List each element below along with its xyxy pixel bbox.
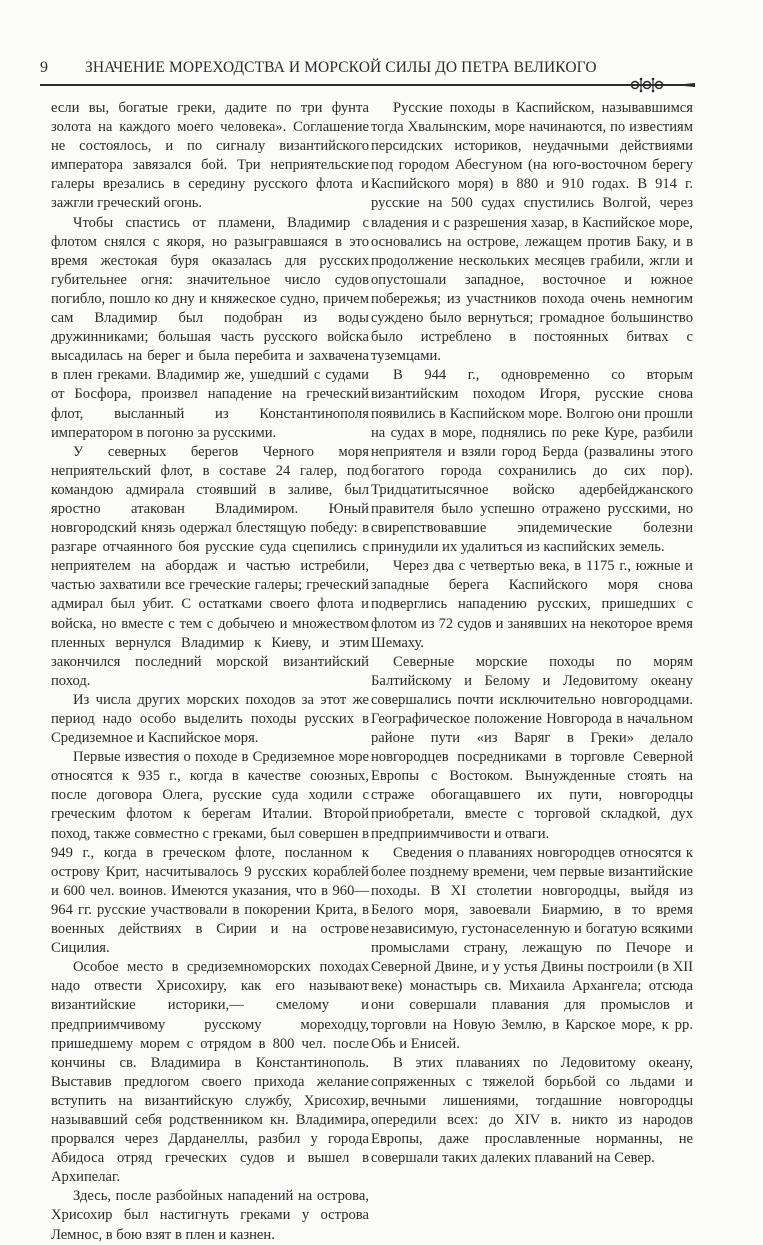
paragraph: Русские походы в Каспийском, называвшимся тогда Хвалынским, море начинаются, по известиям персидских историков, неудачными действиями под городом Абесгуном (на юго-восточном берегу Каспийского моря) в 880 и 910 годах. В 914 г. русские на 500 судах спустились Волгой, через владения и с разрешения хазар, в Каспийское море, основались на острове, лежащем против Баку, и в продолжение нескольких месяцев грабили, жгли и опустошали западное, восточное и южное побережья; из участников похода очень немногим суждено было вернуться; громадное большинство было истреблено в постоянных битвах с туземцами. — [371, 100, 693, 365]
paragraph: Через два с четвертью века, в 1175 г., южные и западные берега Каспийского моря снова подверглись нападению русских, пришедших с флотом из 72 судов и занявших на некоторое время Шемаху. — [371, 558, 693, 651]
paragraph: Из числа других морских походов за этот же период надо особо выделить походы русских в Средиземное и Каспийское моря. — [51, 691, 369, 747]
left-column — [51, 99, 369, 1245]
paragraph: В этих плаваниях по Ледовитому океану, сопряженных с тяжелой борьбой со льдами и вечными лишениями, тогдашние новгородцы опередили всех: до XIV в. никто из народов Европы, даже прославленные норманны, не совершали таких далеких плаваний на Север. — [371, 1054, 693, 1167]
paragraph: Северные морские походы по морям Балтийскому и Белому и Ледовитому океану совершались почти исключительно новгородцами. Географическое положение Новгорода в начальном районе пути «из Варяг в Греки» делало новгородцев посредниками в торговле Северной Европы с Востоком. Вынужденные стоять на страже обогащавшего их пути, новгородцы приобретали, вместе с торговой складкой, дух предприимчивости и отваги. — [371, 653, 693, 842]
page-header — [40, 56, 720, 86]
paragraph: В 944 г., одновременно со вторым византийским походом Игоря, русские снова появились в Каспийском море. Волгою они прошли на судах в море, поднялись по реке Куре, разбили неприятеля и взяли город Берда (развалины этого богатого города сохранились до сих пор). Тридцатитысячное войско адербейджанского правителя было успешно отражено русскими, но свирепствовавшие эпидемические болезни принудили их удалиться из каспийских земель. — [371, 367, 693, 556]
paragraph: Особое место в средиземноморских походах надо отвести Хрисохиру, как его называют византийские историки,— смелому и предприимчивому русскому мореходцу, пришедшему морем с отрядом в 800 чел. после кончины св. Владимира в Константинополь. Выставив предлогом своего прихода желание вступить на византийскую службу, Хрисохир, называвший себя родственником кн. Владимира, прорвался через Дарданеллы, разбил у города Абидоса отряд греческих судов и вышел в Архипелаг. — [51, 959, 369, 1186]
paragraph: Первые известия о походе в Средиземное море относятся к 935 г., когда в качестве союзных, после договора Олега, русские суда ходили с греческим флотом к берегам Италии. Второй поход, также совместно с греками, был совершен в 949 г., когда в греческом флоте, посланном к острову Крит, насчитывалось 9 русских кораблей и 600 чел. воинов. Имеются указания, что в 960—964 гг. русские участвовали в покорении Крита, в военных действиях в Сирии и на острове Сицилия. — [51, 749, 369, 957]
page-number: 9 — [40, 59, 48, 76]
paragraph: если вы, богатые греки, дадите по три фунта золота на каждого моего человека». Соглашение не состоялось, и по сигналу византийского императора завязался бой. Три неприятельские галеры врезались в середину русского флота и зажгли греческий огонь. — [51, 100, 369, 212]
ornament-icon — [625, 75, 695, 93]
header-rule — [40, 84, 640, 86]
paragraph: Здесь, после разбойных нападений на острова, Хрисохир был настигнуть греками у острова Лемнос, в бою взят в плен и казнен. — [51, 1188, 369, 1243]
right-column — [371, 99, 693, 1168]
paragraph: У северных берегов Черного моря неприятельский флот, в составе 24 галер, под командою адмирала стоявший в заливе, был яростно атакован Владимиром. Юный новгородский князь одержал блестящую победу: в разгаре отчаянного боя русские суда сцепились с неприятелем на абордаж и частью истребили, частью захватили все греческие галеры; греческий адмирал был убит. С остатками своего флота и войска, но вместе с тем с добычею и множеством пленных вернулся Владимир к Киеву, и этим закончился последний морской византийский поход. — [51, 443, 369, 689]
running-title: ЗНАЧЕНИЕ МОРЕХОДСТВА И МОРСКОЙ СИЛЫ ДО ПЕТРА ВЕЛИКОГО — [85, 59, 597, 76]
paragraph: Сведения о плаваниях новгородцев относятся к более позднему времени, чем первые византийские походы. В XI столетии новгородцы, выйдя из Белого моря, завоевали Биармию, в то время независимую, густонаселенную и богатую всякими промыслами страну, лежащую по Печоре и Северной Двине, и у устья Двины построили (в XII веке) монастырь св. Михаила Архангела; отсюда они совершали плавания для промыслов и торговли на Новую Землю, в Карское море, к рр. Обь и Енисей. — [371, 844, 693, 1052]
paragraph: Чтобы спастись от пламени, Владимир с флотом снялся с якоря, но разыгравшаяся в это время жестокая буря оказалась для русских губительнее огня: значительное число судов погибло, пошло ко дну и княжеское судно, причем сам Владимир был подобран из воды дружинниками; большая часть русского войска высадилась на берег и была перебита и захвачена в плен греками. Владимир же, ушедший с судами от Босфора, произвел нападение на греческий флот, высланный из Константинополя императором в погоню за русскими. — [51, 214, 369, 441]
